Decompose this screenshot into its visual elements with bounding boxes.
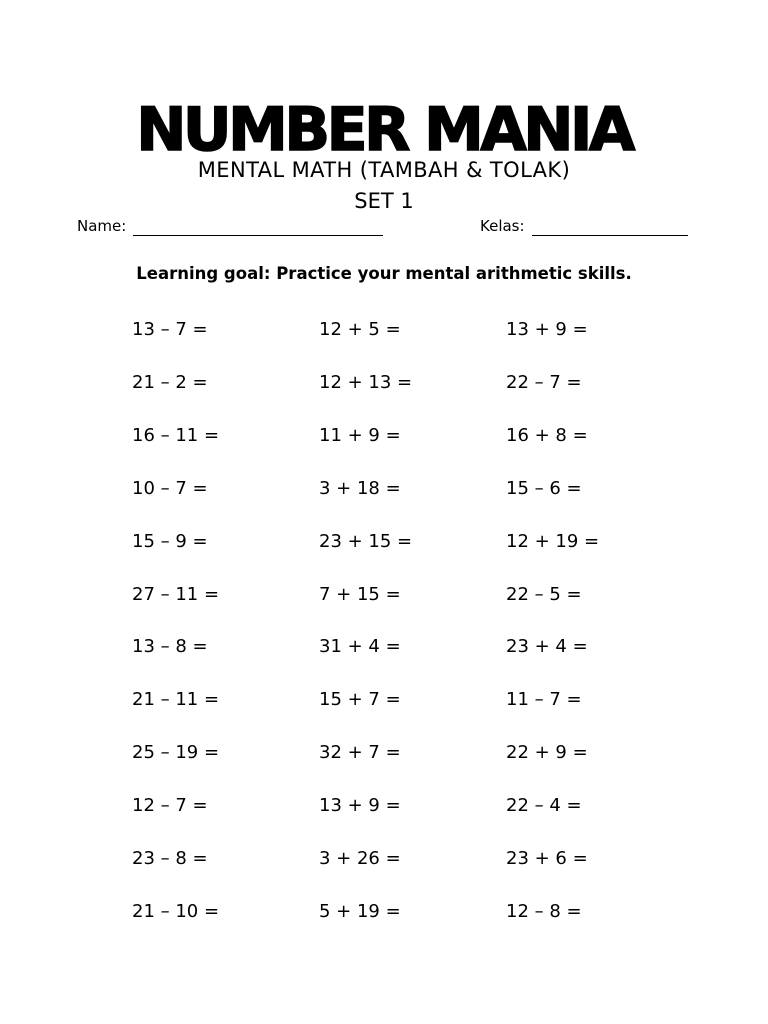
- problem-col2-1: 12 + 5 =: [319, 319, 401, 340]
- problem-col1-6: 27 – 11 =: [132, 584, 220, 605]
- problem-col1-4: 10 – 7 =: [132, 478, 208, 499]
- name-label: Name:: [77, 217, 127, 235]
- problem-col3-10: 22 – 4 =: [506, 795, 582, 816]
- problem-col2-9: 32 + 7 =: [319, 742, 401, 763]
- problem-col1-10: 12 – 7 =: [132, 795, 208, 816]
- problem-col3-12: 12 – 8 =: [506, 901, 582, 922]
- problem-col2-7: 31 + 4 =: [319, 636, 401, 657]
- problem-col2-10: 13 + 9 =: [319, 795, 401, 816]
- problem-col3-7: 23 + 4 =: [506, 636, 588, 657]
- problem-col3-3: 16 + 8 =: [506, 425, 588, 446]
- problem-col3-6: 22 – 5 =: [506, 584, 582, 605]
- worksheet-subtitle: MENTAL MATH (TAMBAH & TOLAK): [197, 158, 571, 182]
- problem-col2-2: 12 + 13 =: [319, 372, 413, 393]
- problem-col2-5: 23 + 15 =: [319, 531, 413, 552]
- problem-col1-7: 13 – 8 =: [132, 636, 208, 657]
- set-label: SET 1: [354, 189, 414, 213]
- problem-col2-4: 3 + 18 =: [319, 478, 401, 499]
- problem-col2-11: 3 + 26 =: [319, 848, 401, 869]
- learning-goal: Learning goal: Practice your mental arithmetic skills.: [136, 264, 632, 283]
- problem-col1-8: 21 – 11 =: [132, 689, 220, 710]
- problem-col1-12: 21 – 10 =: [132, 901, 220, 922]
- problem-col3-8: 11 – 7 =: [506, 689, 582, 710]
- problem-col3-9: 22 + 9 =: [506, 742, 588, 763]
- problem-col1-3: 16 – 11 =: [132, 425, 220, 446]
- problem-col2-3: 11 + 9 =: [319, 425, 401, 446]
- problem-col3-2: 22 – 7 =: [506, 372, 582, 393]
- problem-col2-6: 7 + 15 =: [319, 584, 401, 605]
- problem-col1-1: 13 – 7 =: [132, 319, 208, 340]
- problem-col3-1: 13 + 9 =: [506, 319, 588, 340]
- problem-col3-11: 23 + 6 =: [506, 848, 588, 869]
- problem-col1-5: 15 – 9 =: [132, 531, 208, 552]
- problem-col3-4: 15 – 6 =: [506, 478, 582, 499]
- kelas-label: Kelas:: [480, 217, 525, 235]
- worksheet-title: NUMBER MANIA: [136, 95, 632, 165]
- problem-col3-5: 12 + 19 =: [506, 531, 600, 552]
- problem-col2-12: 5 + 19 =: [319, 901, 401, 922]
- problem-col1-9: 25 – 19 =: [132, 742, 220, 763]
- problem-col1-2: 21 – 2 =: [132, 372, 208, 393]
- problem-col2-8: 15 + 7 =: [319, 689, 401, 710]
- problem-col1-11: 23 – 8 =: [132, 848, 208, 869]
